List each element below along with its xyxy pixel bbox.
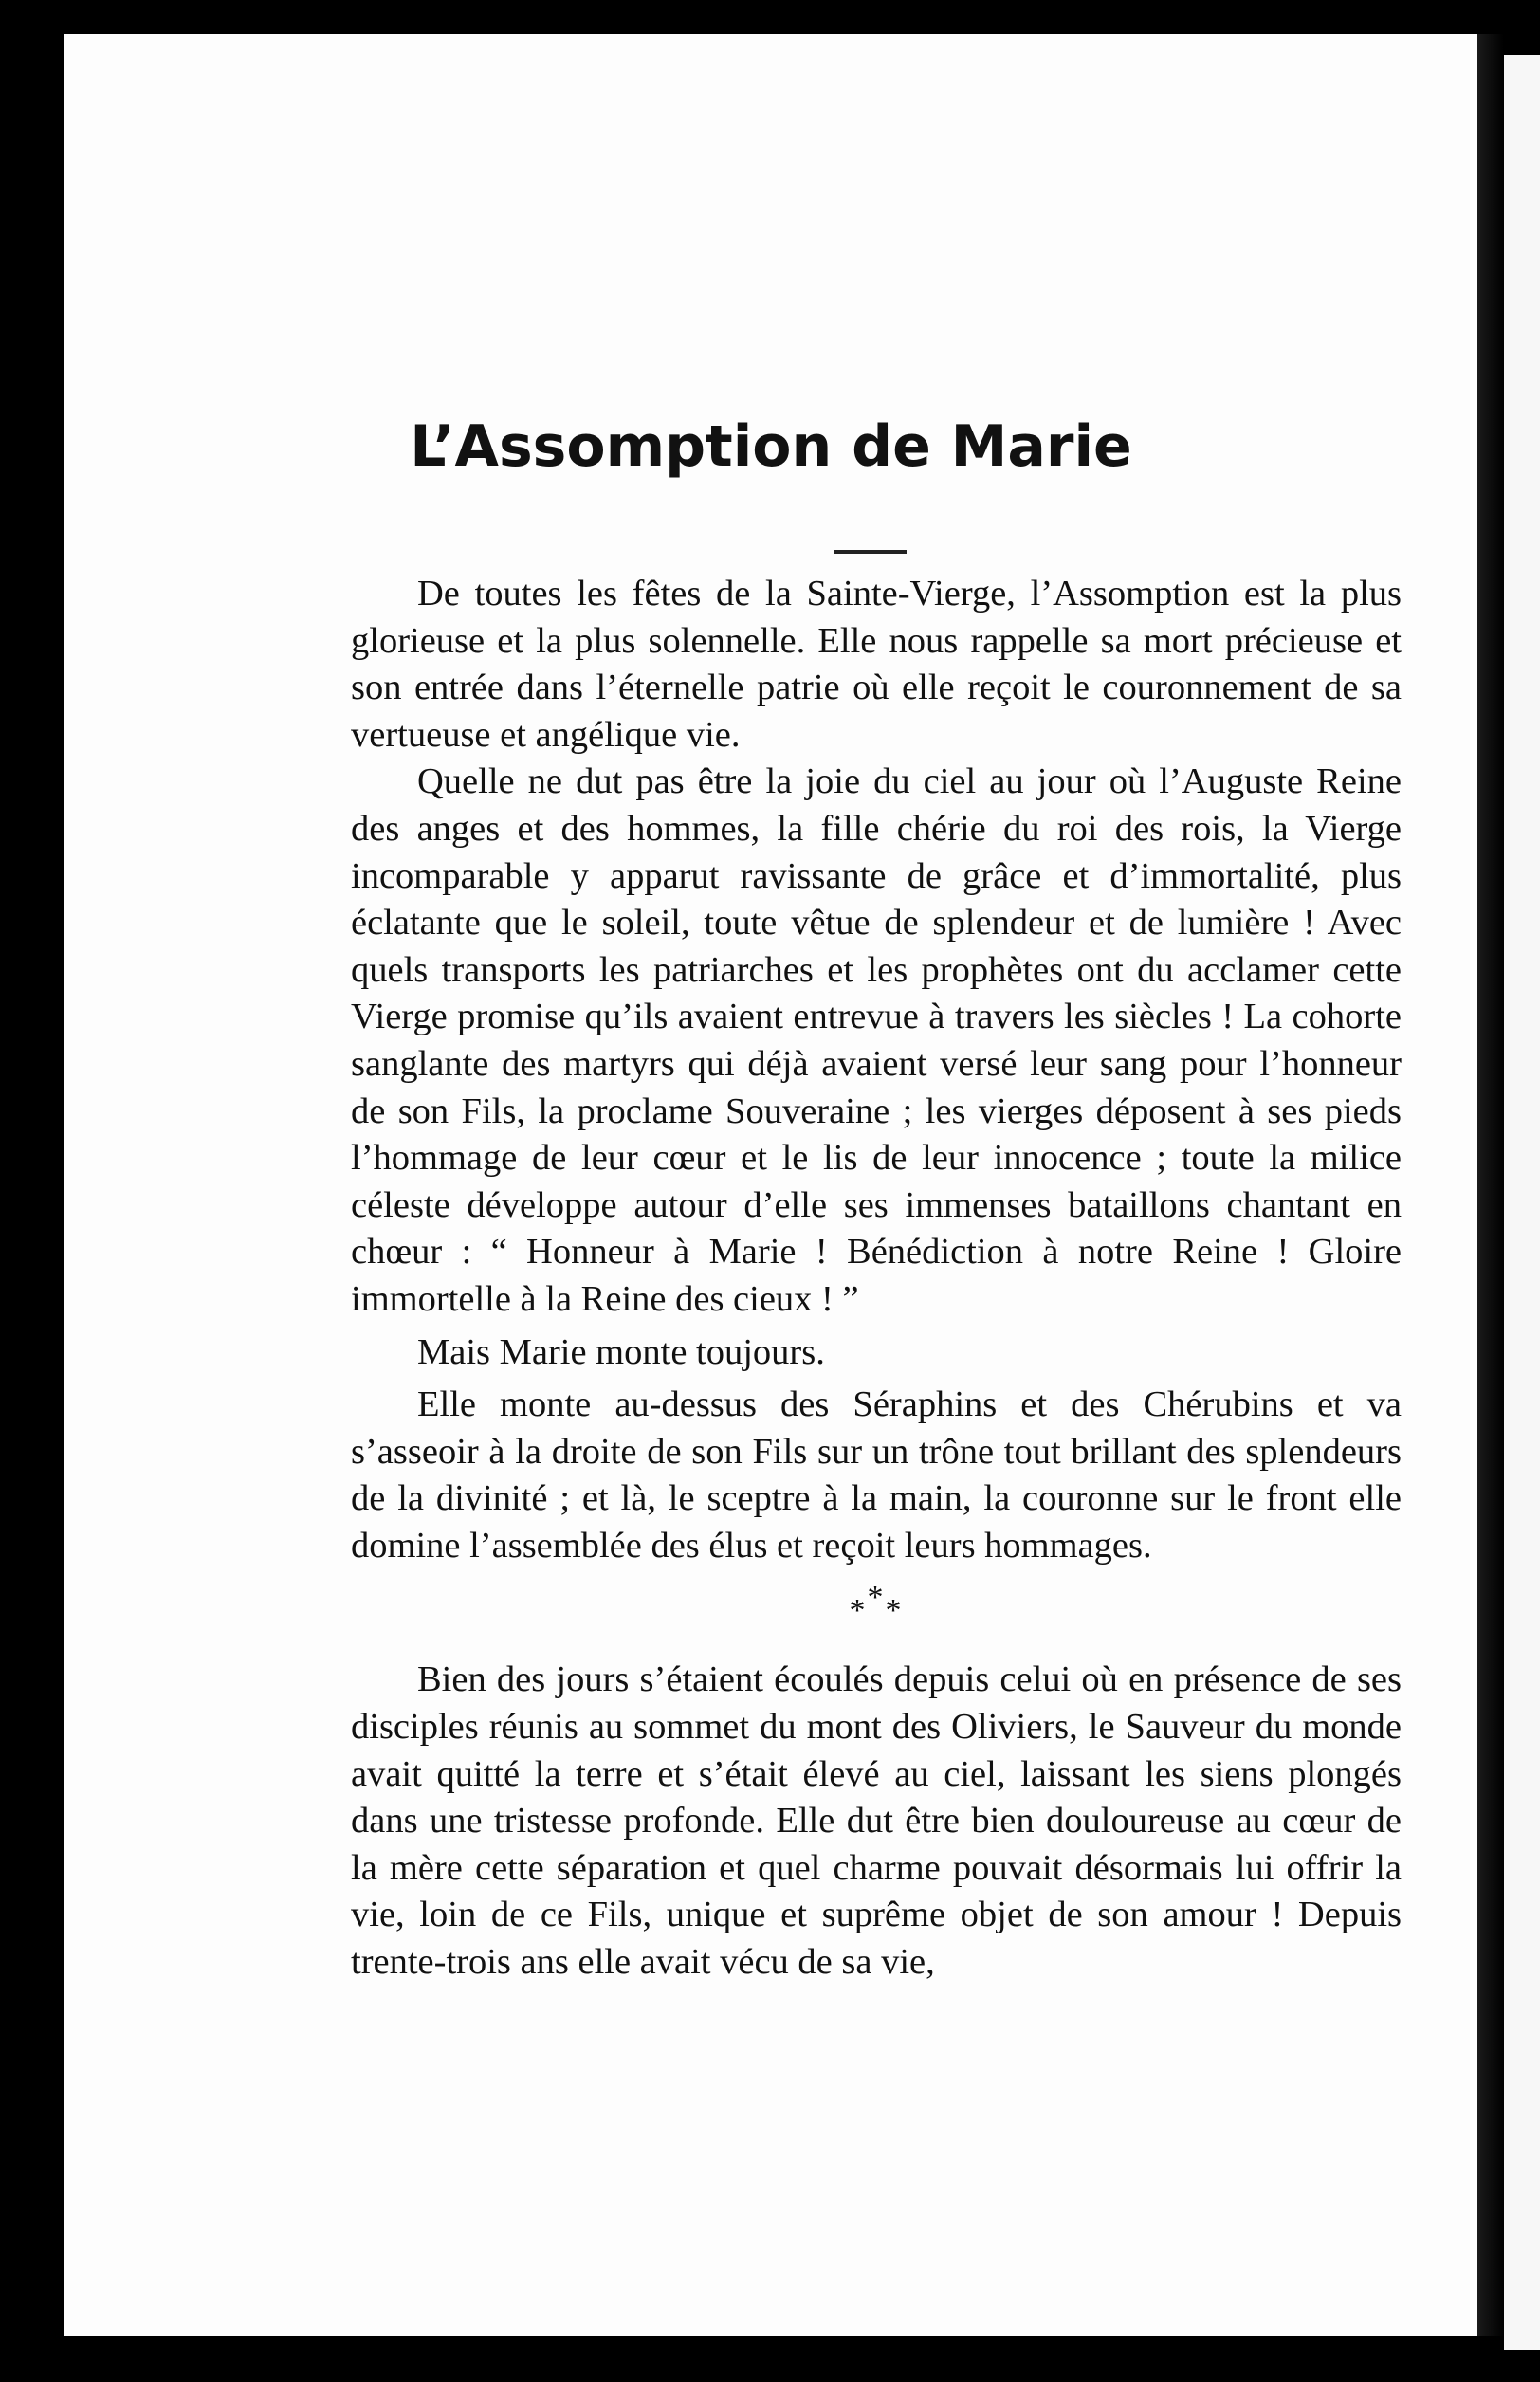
book-page (64, 34, 1477, 2336)
asterism-star-right: * (885, 1593, 904, 1629)
page-body (351, 571, 1402, 1987)
paragraph-1: De toutes les fêtes de la Sainte-Vierge, l’Assomption est la plus glorieuse et la plus solennelle. Elle nous rappelle sa mort précieuse et son entrée dans l’éternelle patrie où elle reçoit le couronnement de sa vertueuse et angélique vie. (351, 574, 1402, 755)
paragraph-2: Quelle ne dut pas être la joie du ciel au jour où l’Auguste Reine des anges et des hommes, la fille chérie du roi des rois, la Vierge incomparable y apparut ravissante de grâce et d’immortalité, plus éclatante que le soleil, toute vêtue de splendeur et de lumière ! Avec quels transports les patriarches et les prophètes ont du acclamer cette Vierge promise qu’ils avaient entrevue à travers les siècles ! La cohorte sanglante des martyrs qui déjà avaient versé leur sang pour l’honneur de son Fils, la proclame Souveraine ; les vierges déposent à ses pieds l’hommage de leur cœur et le lis de leur innocence ; toute la milice céleste développe autour d’elle ses immenses bataillons chantant en chœur : “ Honneur à Marie ! Bénédiction à notre Reine ! Gloire immortelle à la Reine des cieux ! ” (351, 761, 1402, 1319)
asterism-star-top: * (867, 1580, 886, 1616)
paragraph-3: Mais Marie monte toujours. (417, 1331, 825, 1372)
paragraph-4: Elle monte au-dessus des Séraphins et des Chérubins et va s’asseoir à la droite de son Fils sur un trône tout brillant des splendeurs de la divinité ; et là, le sceptre à la main, la couronne sur le front elle domine l’assemblée des élus et reçoit leurs hommages. (351, 1384, 1402, 1566)
section-separator-asterism (351, 1580, 1402, 1632)
paragraph-5: Bien des jours s’étaient écoulés depuis celui où en présence de ses disciples réunis au sommet du mont des Oliviers, le Sauveur du monde avait quitté la terre et s’était élevé au ciel, laissant les siens plongés dans une tristesse profonde. Elle dut être bien douloureuse au cœur de la mère cette séparation et quel charme pouvait désormais lui offrir la vie, loin de ce Fils, unique et suprême objet de son amour ! Depuis trente-trois ans elle avait vécu de sa vie, (351, 1659, 1402, 1983)
asterism-star-left: * (849, 1593, 868, 1629)
gutter-shadow (1477, 34, 1504, 2336)
facing-page-edge (1504, 55, 1540, 2350)
page-title: L’Assomption de Marie (410, 413, 1132, 480)
title-rule (834, 550, 907, 554)
